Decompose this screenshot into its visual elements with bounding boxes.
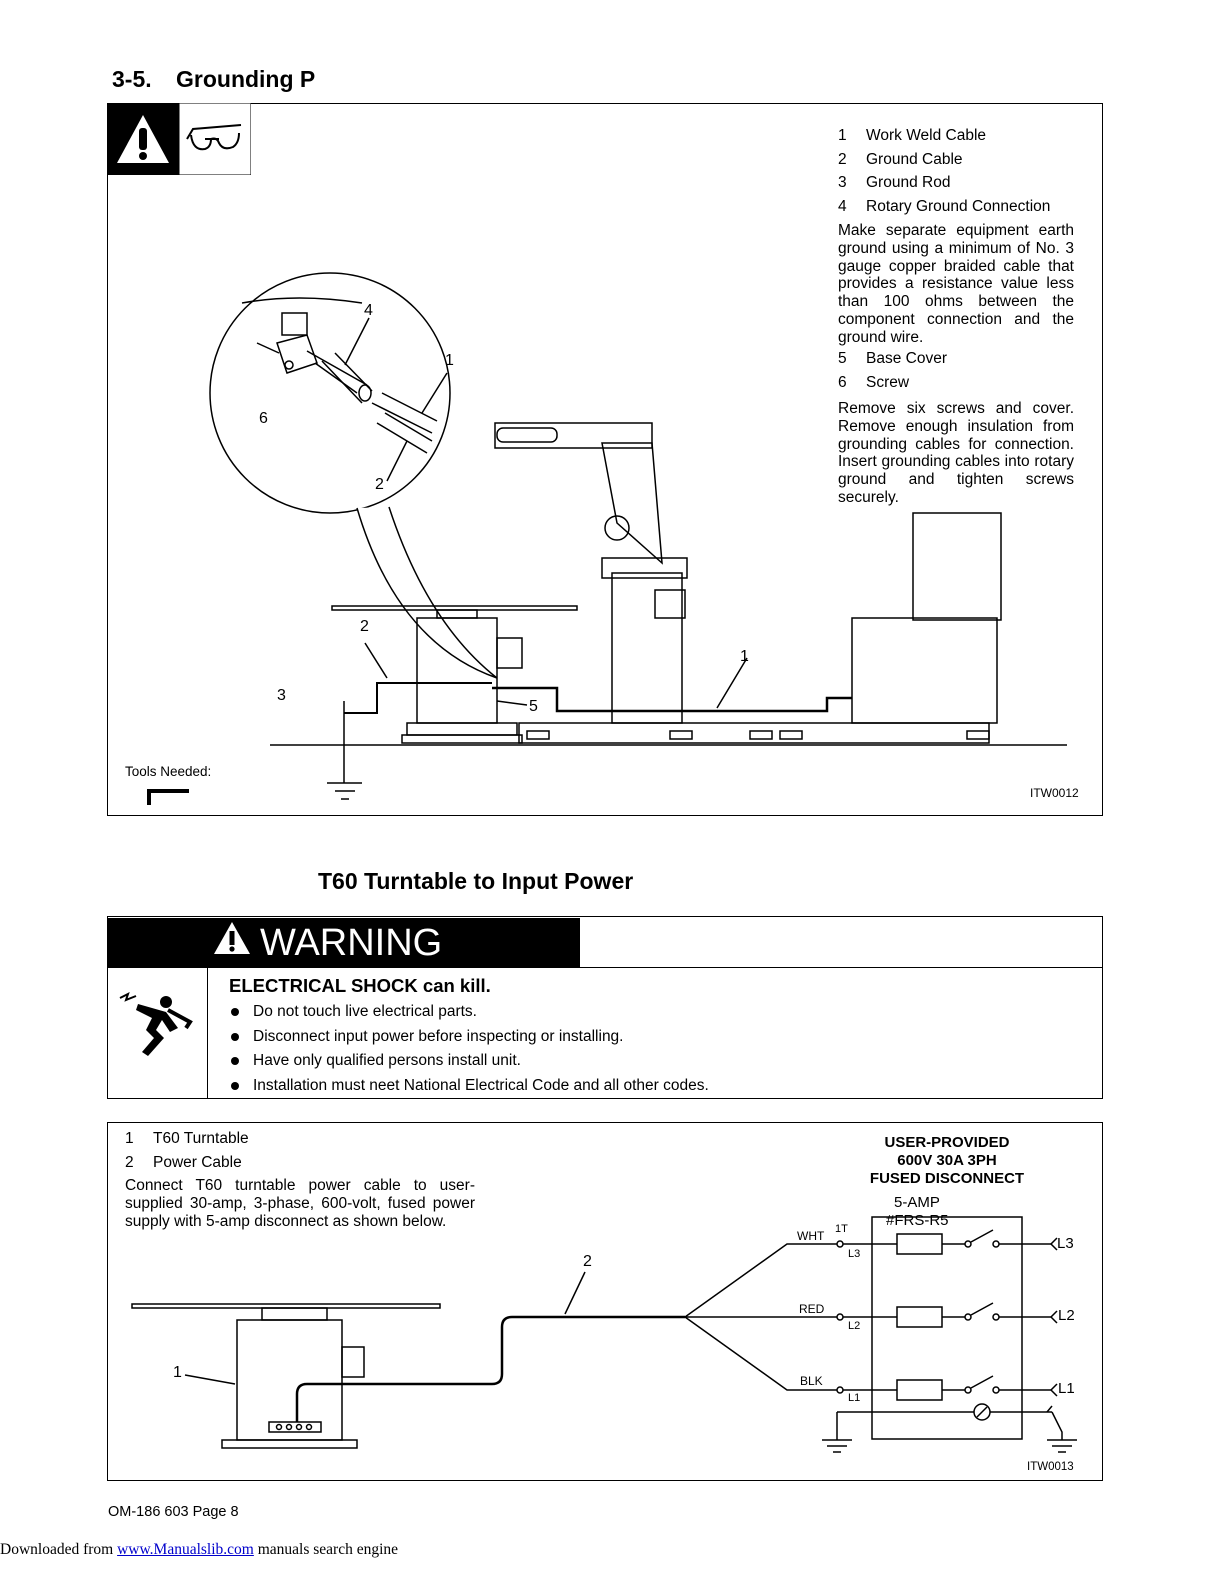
page-footer: OM-186 603 Page 8: [108, 1504, 239, 1520]
callout-2-fig2: 2: [583, 1253, 592, 1270]
warning-item: [229, 1000, 709, 1025]
wire-label-wht: WHT: [797, 1229, 825, 1243]
manualslib-link[interactable]: www.Manualslib.com: [117, 1541, 254, 1558]
warning-divider-v: [207, 967, 208, 1098]
callout-1: 1: [740, 648, 749, 665]
warning-list: [229, 1000, 709, 1098]
warning-item-text: Have only qualified persons install unit.: [253, 1052, 521, 1070]
fig1-cover-instructions: Remove six screws and cover. Remove enough insulation from grounding cables for connection. Insert grounding cables into rotary ground and tighten screws securely.: [838, 400, 1074, 506]
legend-label: Power Cable: [153, 1153, 242, 1171]
legend-number: 4: [838, 197, 847, 215]
callout-5: 5: [529, 698, 538, 715]
legend-label: T60 Turntable: [153, 1130, 249, 1147]
callout-4: 4: [364, 302, 373, 319]
callout-1-detail: 1: [445, 352, 454, 369]
grounding-diagram: [107, 103, 1103, 816]
legend-number: 2: [125, 1153, 134, 1171]
download-prefix: Downloaded from: [0, 1541, 118, 1558]
wire-label-blk: BLK: [800, 1374, 823, 1388]
legend-label: Work Weld Cable: [866, 127, 987, 144]
warning-label: WARNING: [260, 921, 443, 964]
fuse-rating-line: #FRS-R5: [886, 1212, 949, 1229]
warning-item: [229, 1049, 709, 1074]
fig1-ground-instructions: Make separate equipment earth ground using a minimum of No. 3 gauge copper braided cable that provides a resistance value less than 100 ohms between the component connection and the ground wire.: [838, 222, 1074, 346]
terminal-l3: L3: [848, 1248, 861, 1260]
fig2-instructions: Connect T60 turntable power cable to user-supplied 30-amp, 3-phase, 600-volt, fused power supply with 5-amp disconnect as shown below.: [125, 1177, 475, 1230]
input-power-diagram: [107, 1122, 1103, 1481]
warning-icon: [212, 920, 252, 966]
callout-2-detail: 2: [375, 476, 384, 493]
warning-title: ELECTRICAL SHOCK can kill.: [229, 975, 491, 996]
wire-label-red: RED: [799, 1302, 825, 1316]
warning-header: [108, 918, 580, 968]
terminal-l2: L2: [848, 1320, 861, 1332]
line-l3: L3: [1057, 1235, 1074, 1252]
warning-item: [229, 1025, 709, 1050]
line-l1: L1: [1058, 1380, 1075, 1397]
legend-number: 5: [838, 350, 847, 367]
terminal-1t: 1T: [835, 1223, 848, 1235]
tools-needed-label: Tools Needed:: [125, 764, 212, 779]
callout-2: 2: [360, 618, 369, 635]
warning-item-text: Disconnect input power before inspecting or installing.: [253, 1027, 624, 1045]
legend-label: Rotary Ground Connection: [866, 197, 1051, 215]
legend-number: 6: [838, 373, 847, 391]
subsection-title: T60 Turntable to Input Power: [318, 868, 634, 894]
line-l2: L2: [1058, 1307, 1075, 1324]
figure-code: ITW0012: [1030, 786, 1079, 800]
legend-label: Screw: [866, 373, 910, 391]
disconnect-title-line: USER-PROVIDED: [884, 1134, 1010, 1151]
warning-item-text: Installation must neet National Electrical Code and all other codes.: [253, 1076, 709, 1094]
warning-item-text: Do not touch live electrical parts.: [253, 1003, 477, 1021]
download-banner: [0, 1541, 398, 1559]
magnified-detail: [210, 273, 450, 513]
section-heading: [112, 66, 315, 93]
electric-shock-icon: [118, 990, 198, 1065]
figure-code-2: ITW0013: [1027, 1461, 1074, 1473]
terminal-l1: L1: [848, 1392, 861, 1404]
legend-label: Base Cover: [866, 350, 947, 367]
warning-divider-h: [108, 967, 1102, 968]
section-number: 3-5.: [112, 66, 152, 92]
section-title: Grounding P: [176, 66, 316, 92]
legend-number: 2: [838, 150, 847, 168]
callout-1-fig2: 1: [173, 1364, 182, 1381]
download-suffix: manuals search engine: [253, 1541, 399, 1558]
disconnect-title-line: 600V 30A 3PH: [897, 1152, 997, 1169]
legend-number: 1: [838, 127, 847, 144]
legend-number: 1: [125, 1130, 134, 1147]
fuse-rating-line: 5-AMP: [894, 1194, 940, 1211]
warning-item: [229, 1074, 709, 1099]
callout-6: 6: [259, 410, 268, 427]
disconnect-title-line: FUSED DISCONNECT: [869, 1170, 1025, 1187]
callout-3: 3: [277, 687, 286, 704]
legend-number: 3: [838, 174, 847, 191]
legend-label: Ground Rod: [866, 174, 951, 191]
legend-label: Ground Cable: [866, 150, 963, 168]
